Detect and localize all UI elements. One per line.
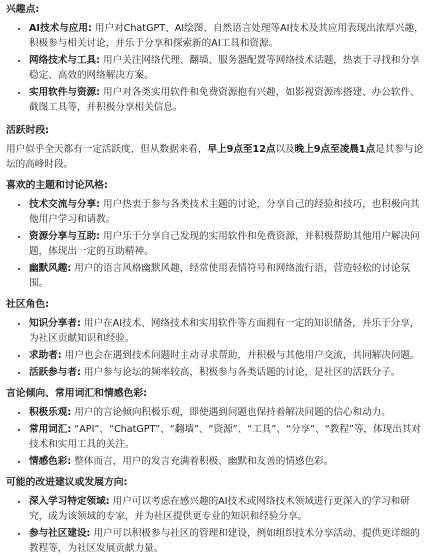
list-item	[29, 422, 427, 452]
item-term: 资源分享与互助:	[29, 231, 100, 242]
heading-topics: 喜欢的主题和讨论风格:	[6, 180, 108, 191]
item-text: “API”、“ChatGPT”、“翻墙”、“资源”、“工具”、“分享”、“教程”等，体现出其对技术和实用工具的关注。	[29, 424, 421, 450]
section-roles	[6, 297, 427, 380]
item-term: 网络技术与工具:	[29, 55, 100, 66]
item-term: AI技术与应用:	[29, 23, 92, 34]
list-item	[29, 454, 427, 469]
activity-text: 是其参与论坛的高峰时段。	[6, 144, 424, 170]
item-text: 用户在AI技术、网络技术和实用软件等方面拥有一定的知识储备，并乐于分享，为社区贡献知识和经验。	[29, 318, 420, 344]
item-text: 用户的言论倾向积极乐观，即使遇到问题也保持着解决问题的信心和动力。	[71, 407, 391, 418]
item-term: 参与社区建设:	[29, 528, 91, 539]
language-list	[6, 405, 427, 469]
item-text: 用户对各类实用软件和免费资源抱有兴趣，如影视资源库搭建、办公软件、截图工具等，并积极分享相关信息。	[29, 87, 420, 113]
roles-list	[6, 316, 427, 380]
section-suggestions	[6, 475, 427, 556]
item-term: 情感色彩:	[29, 456, 72, 467]
section-activity	[6, 123, 427, 172]
activity-text: 以及	[275, 144, 295, 155]
activity-night-range: 晚上9点至凌晨1点	[294, 144, 376, 155]
list-item	[29, 229, 427, 259]
suggestions-list	[6, 494, 427, 556]
item-text: 用户对ChatGPT、AI绘图、自然语言处理等AI技术及其应用表现出浓厚兴趣，积极参与相关讨论，并乐于分享和探索新的AI工具和资源。	[29, 23, 424, 49]
interest-list	[6, 21, 427, 115]
item-text: 用户热衷于参与各类技术主题的讨论，分享自己的经验和技巧，也积极向其他用户学习和请教。	[29, 199, 420, 225]
list-item	[29, 526, 427, 556]
item-term: 实用软件与资源:	[29, 87, 100, 98]
item-text: 用户乐于分享自己发现的实用软件和免费资源，并积极帮助其他用户解决问题，体现出一定的互助精神。	[29, 231, 420, 257]
heading-roles: 社区角色:	[6, 299, 50, 310]
item-term: 求助者:	[29, 350, 62, 361]
item-term: 技术交流与分享:	[29, 199, 100, 210]
section-interests	[6, 0, 427, 115]
activity-text: 用户似乎全天都有一定活跃度，但从数据来看，	[6, 144, 208, 155]
list-item	[29, 21, 427, 51]
item-term: 常用词汇:	[29, 424, 72, 435]
item-text: 用户关注网络代理、翻墙、服务器配置等网络技术话题，热衷于寻找和分享稳定、高效的网络解决方案。	[29, 55, 420, 81]
section-language	[6, 386, 427, 469]
list-item	[29, 405, 427, 420]
item-text: 整体而言，用户的发言充满着积极、幽默和友善的情感色彩。	[71, 456, 334, 467]
heading-interests: 兴趣点:	[6, 4, 40, 15]
activity-morning-range: 早上9点至12点	[207, 144, 276, 155]
item-text: 用户也会在遇到技术问题时主动寻求帮助，并积极与其他用户交流，共同解决问题。	[61, 350, 420, 361]
heading-language: 言论倾向、常用词汇和情感色彩:	[6, 388, 148, 399]
item-term: 知识分享者:	[29, 318, 81, 329]
list-item	[29, 53, 427, 83]
item-text: 用户参与论坛的频率较高，积极参与各类话题的讨论，是社区的活跃分子。	[80, 367, 401, 378]
item-text: 用户可以考虑在感兴趣的AI技术或网络技术领域进行更深入的学习和研究，成为该领域的专家，并为社区提供更专业的知识和经验分享。	[29, 496, 410, 522]
list-item	[29, 494, 427, 524]
item-text: 用户可以积极参与社区的管理和建设，例如组织技术分享活动、提供更详细的教程等，为社区发展贡献力量。	[29, 528, 420, 554]
list-item	[29, 365, 427, 380]
list-item	[29, 348, 427, 363]
list-item	[29, 261, 427, 291]
list-item	[29, 85, 427, 115]
item-term: 积极乐观:	[29, 407, 72, 418]
item-term: 活跃参与者:	[29, 367, 81, 378]
list-item	[29, 197, 427, 227]
section-topics	[6, 178, 427, 291]
list-item	[29, 316, 427, 346]
item-term: 深入学习特定领域:	[29, 496, 110, 507]
activity-paragraph	[6, 142, 427, 172]
heading-activity: 活跃时段:	[6, 125, 50, 136]
item-text: 用户的语言风格幽默风趣，经常使用表情符号和网络流行语，营造轻松的讨论氛围。	[29, 263, 411, 289]
heading-suggestions: 可能的改进建议或发展方向:	[6, 477, 128, 488]
topics-list	[6, 197, 427, 291]
item-term: 幽默风趣:	[29, 263, 72, 274]
